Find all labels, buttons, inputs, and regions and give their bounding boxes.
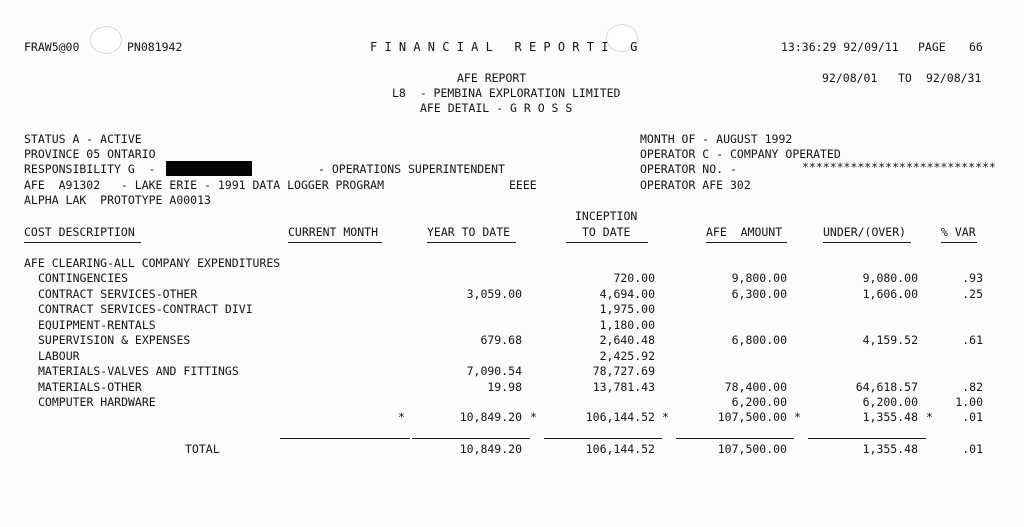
responsibility-title: - OPERATIONS SUPERINTENDENT [318, 162, 505, 176]
col-inception-1: INCEPTION [575, 209, 638, 223]
underline-afe-amount [706, 242, 787, 243]
col-current-month: CURRENT MONTH [288, 225, 379, 239]
row-under-over: 6,200.00 [862, 395, 918, 409]
subtotal-marker-current: * [398, 410, 405, 424]
underline-year-to-date [427, 242, 516, 243]
system-title: F I N A N C I A L R E P O R T I G [370, 40, 638, 54]
subtotal-afe-amount: 107,500.00 [717, 410, 787, 424]
afe-line: AFE A91302 - LAKE ERIE - 1991 DATA LOGGER PROGRAM [24, 178, 385, 192]
row-pct-var: 1.00 [955, 395, 983, 409]
row-pct-var: .61 [962, 333, 983, 347]
row-description: CONTINGENCIES [38, 271, 129, 285]
row-under-over: 9,080.00 [862, 271, 918, 285]
operator-no-value: **************************** [802, 160, 996, 174]
month-of-line: MONTH OF - AUGUST 1992 [640, 132, 793, 146]
row-inception: 720.00 [613, 271, 655, 285]
redacted-name-block [166, 161, 252, 176]
col-year-to-date: YEAR TO DATE [427, 225, 511, 239]
subtotal-under-over: 1,355.48 [862, 410, 918, 424]
subtotal-pct-var: .01 [962, 410, 983, 424]
total-label: TOTAL [185, 442, 220, 456]
row-year-to-date: 19.98 [487, 380, 522, 394]
col-pct-var: % VAR [941, 225, 976, 239]
col-afe-amount: AFE AMOUNT [706, 225, 783, 239]
row-description: CONTRACT SERVICES-CONTRACT DIVI [38, 302, 253, 316]
underline-under-over [823, 242, 911, 243]
row-afe-amount: 9,800.00 [731, 271, 787, 285]
row-description: SUPERVISION & EXPENSES [38, 333, 191, 347]
row-pct-var: .25 [962, 287, 983, 301]
operator-afe-line: OPERATOR AFE 302 [640, 178, 751, 192]
row-description: EQUIPMENT-RENTALS [38, 318, 156, 332]
subtotal-marker-afe: * [794, 410, 801, 424]
page-number: 66 [969, 40, 983, 54]
print-id: PN081942 [127, 40, 183, 54]
row-afe-amount: 78,400.00 [724, 380, 787, 394]
afe-code: EEEE [509, 178, 537, 192]
status-line: STATUS A - ACTIVE [24, 132, 142, 146]
row-description: LABOUR [38, 349, 80, 363]
row-inception: 78,727.69 [592, 364, 655, 378]
total-under-over: 1,355.48 [862, 442, 918, 456]
section-title: AFE CLEARING-ALL COMPANY EXPENDITURES [24, 256, 281, 270]
row-under-over: 1,606.00 [862, 287, 918, 301]
col-under-over: UNDER/(OVER) [823, 225, 907, 239]
period-from: 92/08/01 [822, 71, 878, 85]
row-year-to-date: 3,059.00 [466, 287, 522, 301]
total-rule-current [280, 438, 410, 439]
row-inception: 1,180.00 [599, 318, 655, 332]
col-inception-2: TO DATE [582, 225, 631, 239]
operator-no-line: OPERATOR NO. - [640, 162, 737, 176]
col-cost-description: COST DESCRIPTION [24, 225, 135, 239]
total-year-to-date: 10,849.20 [459, 442, 522, 456]
page-label: PAGE [918, 40, 946, 54]
row-under-over: 64,618.57 [855, 380, 918, 394]
report-title: AFE REPORT [457, 71, 527, 85]
total-pct-var: .01 [962, 442, 983, 456]
total-afe-amount: 107,500.00 [717, 442, 787, 456]
row-year-to-date: 679.68 [480, 333, 522, 347]
total-rule-afe [676, 438, 794, 439]
row-description: CONTRACT SERVICES-OTHER [38, 287, 198, 301]
underline-current-month [288, 242, 382, 243]
row-inception: 4,694.00 [599, 287, 655, 301]
subtotal-marker-ytd: * [530, 410, 537, 424]
total-rule-under-over [808, 438, 926, 439]
period-to-label: TO [898, 71, 912, 85]
row-under-over: 4,159.52 [862, 333, 918, 347]
row-inception: 2,640.48 [599, 333, 655, 347]
punch-hole-left [90, 26, 122, 54]
responsibility-line: RESPONSIBILITY G - [24, 162, 156, 176]
company-line: L8 - PEMBINA EXPLORATION LIMITED [392, 86, 621, 100]
row-afe-amount: 6,300.00 [731, 287, 787, 301]
time-date: 13:36:29 92/09/11 [781, 40, 899, 54]
underline-pct-var [941, 242, 977, 243]
row-pct-var: .93 [962, 271, 983, 285]
underline-inception [566, 242, 648, 243]
row-year-to-date: 7,090.54 [466, 364, 522, 378]
row-afe-amount: 6,200.00 [731, 395, 787, 409]
province-line: PROVINCE 05 ONTARIO [24, 147, 156, 161]
row-afe-amount: 6,800.00 [731, 333, 787, 347]
subtotal-marker-inception: * [662, 410, 669, 424]
row-description: COMPUTER HARDWARE [38, 395, 156, 409]
row-inception: 2,425.92 [599, 349, 655, 363]
detail-line: AFE DETAIL - G R O S S [420, 101, 573, 115]
subtotal-year-to-date: 10,849.20 [459, 410, 522, 424]
row-inception: 13,781.43 [592, 380, 655, 394]
period-to: 92/08/31 [926, 71, 982, 85]
program-id: FRAW5@00 [24, 40, 80, 54]
prototype-line: ALPHA LAK PROTOTYPE A00013 [24, 193, 211, 207]
total-rule-inception [544, 438, 662, 439]
row-description: MATERIALS-OTHER [38, 380, 142, 394]
underline-cost-description [24, 242, 141, 243]
row-pct-var: .82 [962, 380, 983, 394]
total-inception: 106,144.52 [585, 442, 655, 456]
total-rule-ytd [412, 438, 530, 439]
operator-line: OPERATOR C - COMPANY OPERATED [640, 147, 841, 161]
subtotal-inception: 106,144.52 [585, 410, 655, 424]
subtotal-marker-under-over: * [926, 410, 933, 424]
row-description: MATERIALS-VALVES AND FITTINGS [38, 364, 239, 378]
row-inception: 1,975.00 [599, 302, 655, 316]
